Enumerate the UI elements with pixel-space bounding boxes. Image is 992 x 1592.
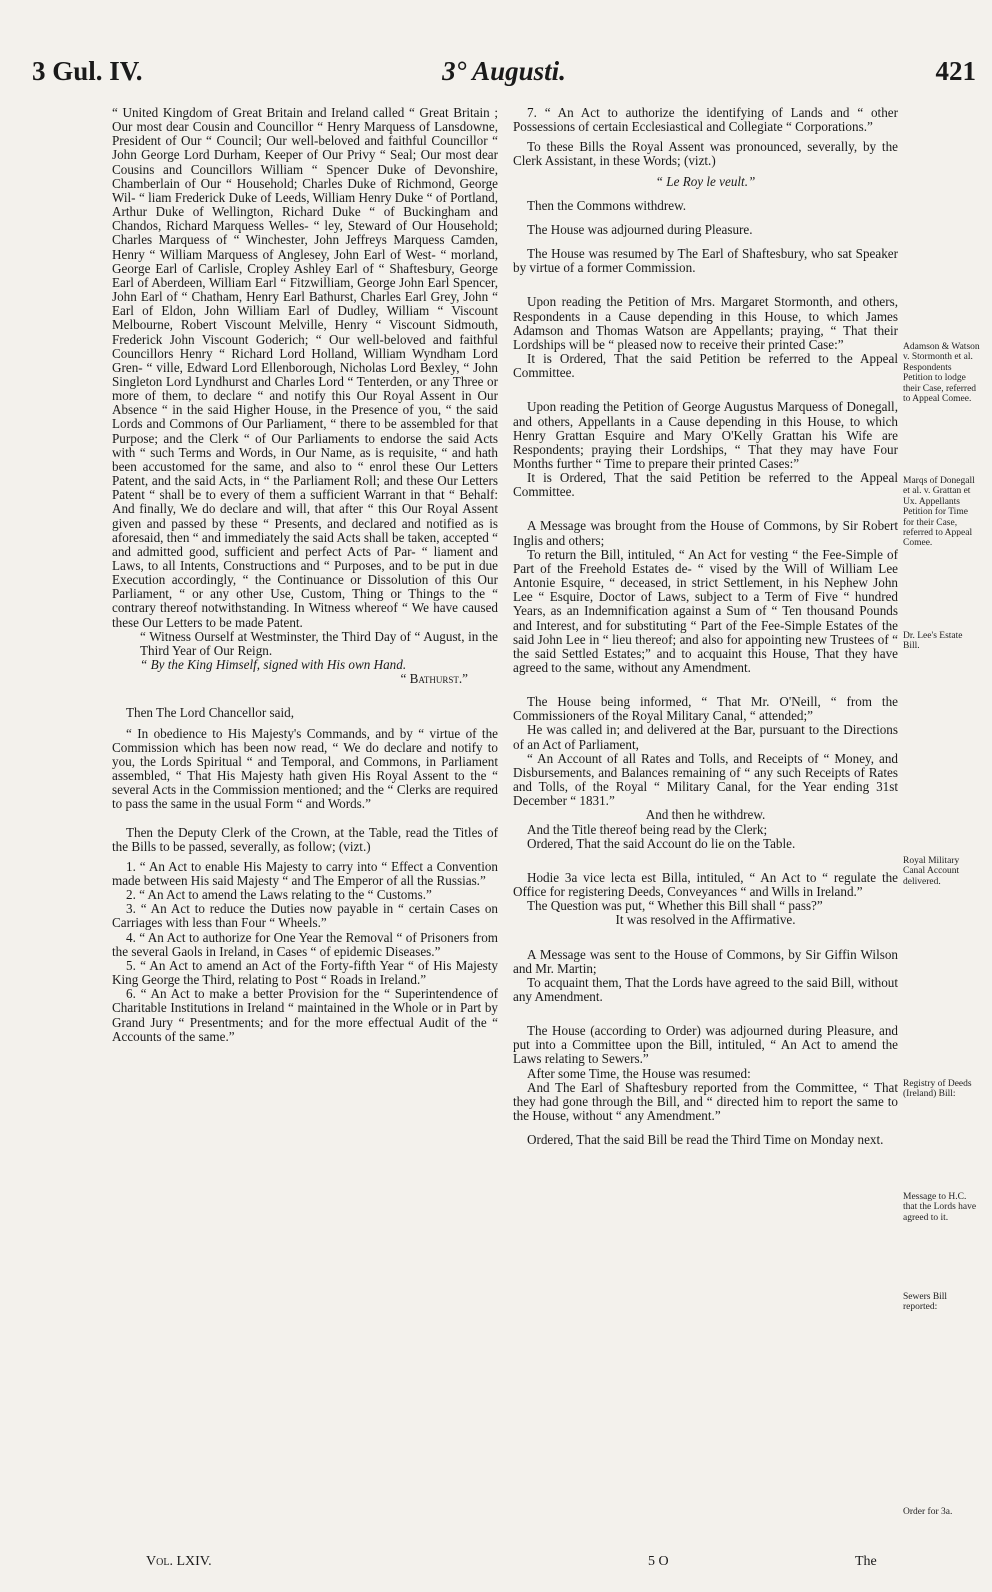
- registry-bill: Hodie 3a vice lecta est Billa, intituled, “ An Act to “ regulate the Office for registering Deeds, Conveyances “ and Wills in Ireland.”: [513, 869, 898, 900]
- margin-note-registry: Registry of Deeds (Ireland) Bill:: [903, 1079, 972, 1100]
- chancellor-speech: “ In obedience to His Majesty's Commands, and by “ virtue of the Commission which has been now read, “ We do declare and notify to you, the Lords Spiritual “ and Temporal, and Commons, in Parliament assembled, “ That His Majesty hath given His Royal Assent to the “ several Acts in the Commission mentioned; and the “ Clerks are required to pass the same in the usual Form “ and Words.”: [112, 725, 498, 812]
- message-sent: A Message was sent to the House of Commons, by Sir Giffin Wilson and Mr. Martin;: [513, 946, 898, 976]
- acquaint-commons: To acquaint them, That the Lords have agreed to the said Bill, without any Amendment.: [513, 974, 898, 1004]
- oneill-informed: The House being informed, “ That Mr. O'Neill, “ from the Commissioners of the Royal Military Canal, “ attended;”: [513, 694, 898, 724]
- bill-1: 1. “ An Act to enable His Majesty to carry into “ Effect a Convention made between His said Majesty “ and The Emperor of all the Russias.”: [112, 858, 498, 888]
- margin-note-donegall: Marqs of Donegall et al. v. Grattan et Ux. Appellants Petition for Time for their Case, referred to Appeal Comee.: [903, 476, 975, 549]
- bill-7: 7. “ An Act to authorize the identifying of Lands and “ other Possessions of certain Ecclesiastical and Collegiate “ Corporations.”: [513, 105, 898, 135]
- bill-6: 6. “ An Act to make a better Provision for the “ Superintendence of Charitable Institutions in Ireland “ maintained in the Whole or in Part by Grand Jury “ Presentments; and for the more effectual Audit of the “ Accounts of the same.”: [112, 986, 498, 1044]
- after-some-time: After some Time, the House was resumed:: [527, 1065, 751, 1081]
- page-number: 421: [935, 56, 976, 86]
- left-column: [112, 106, 498, 1044]
- signature-mark: 5 O: [648, 1554, 669, 1569]
- canal-account: “ An Account of all Rates and Tolls, and Receipts of “ Money, and Disbursements, and Balances remaining of “ any such Receipts of Rates and Tolls, of the Royal “ Military Canal, for the Year ending 31st December “ 1831.”: [513, 750, 898, 809]
- witness-line: “ Witness Ourself at Westminster, the Third Day of “ August, in the Third Year of Our Reign.: [140, 628, 498, 658]
- page-header: [32, 56, 976, 96]
- title-read: And the Title thereof being read by the Clerk;: [527, 821, 768, 837]
- right-column: [513, 106, 898, 1147]
- bill-4: 4. “ An Act to authorize for One Year the Removal “ of Prisoners from the several Gaols in Ireland, in Cases “ of epidemic Diseases.”: [112, 929, 498, 959]
- question-put: The Question was put, “ Whether this Bill shall “ pass?”: [527, 898, 823, 914]
- signed-line: “ By the King Himself, signed with His own Hand.: [140, 657, 407, 673]
- house-adjourned: The House was adjourned during Pleasure.: [527, 221, 753, 237]
- commission-paragraph: “ United Kingdom of Great Britain and Ireland called “ Great Britain ; Our most dear Cousin and Councillor “ Henry Marquess of Lansdowne, President of Our “ Council; Our well-beloved and faithful Councillor “ John George Lord Durham, Keeper of Our Privy “ Seal; Our most dear Cousins and Councillors William “ Spencer Duke of Devonshire, Chamberlain of Our “ Household; Charles Duke of Richmond, George Wil- “ liam Frederick Duke of Leeds, William Henry Duke “ of Portland, Arthur Duke of Wellington, Richard Duke “ of Buckingham and Chandos, Richard Marquess Welles- “ ley, Steward of Our Household; Charles Marquess of “ Winchester, John Jeffreys Marquess Camden, Henry “ William Marquess of Anglesey, John Earl of West- “ morland, George Earl of Carlisle, Cropley Ashley Earl of “ Shaftesbury, George Earl of Aberdeen, William Earl “ Fitzwilliam, George John Earl Spencer, John Earl of “ Chatham, Henry Earl Bathurst, Charles Earl Grey, John “ Earl of Eldon, John William Earl of Dudley, William “ Viscount Melbourne, Robert Viscount Melville, Henry “ Viscount Sidmouth, Frederick John Viscount Goderich; “ Our well-beloved and faithful Councillors Henry “ Richard Lord Holland, William Wyndham Lord Gren- “ ville, Edward Lord Ellenborough, Nicholas Lord Bexley, “ John Singleton Lord Lyndhurst and Charles Lord “ Tenterden, or any Three or more of them, to declare “ and notify this Our Royal Assent in Our Absence “ in the said Higher House, in the Presence of you, “ the said Lords and Commons of Our Parliament, “ there to be assembled for that Purpose; and the Clerk “ of Our Parliaments to endorse the said Acts with “ such Terms and Words, in Our Name, as is requisite, “ and hath been accustomed for the same, and also to “ enrol these Our Letters Patent, and the said Acts, in “ the Parliament Roll; and these Our Letters Patent “ shall be to every of them a sufficient Warrant in that “ Behalf: And finally, We do declare and will, that after “ this Our Royal Assent given and passed by these “ Presents, and declared and notified as is aforesaid, then “ and immediately the said Acts shall be taken, accepted “ and admitted good, sufficient and perfect Acts of Par- “ liament and Laws, to all Intents, Constructions and “ Purposes, and to be put in due Execution accordingly, “ the Continuance or Dissolution of this Our Parliament, “ or any other Use, Custom, Thing or Things to the “ contrary thereof notwithstanding. In Witness whereof “ We have caused these Our Letters to be made Patent.: [112, 105, 498, 630]
- assent-words: “ Le Roy le veult.”: [655, 173, 756, 189]
- margin-note-lee-estate: Dr. Lee's Estate Bill.: [903, 631, 963, 652]
- third-time-order: Ordered, That the said Bill be read the Third Time on Monday next.: [527, 1132, 884, 1148]
- margin-note-message: Message to H.C. that the Lords have agreed to it.: [903, 1192, 977, 1223]
- margin-note-canal: Royal Military Canal Account delivered.: [903, 856, 960, 887]
- catchword: The: [855, 1554, 877, 1569]
- margin-note-adamson: Adamson & Watson v. Stormonth et al. Respondents Petition to lodge their Case, referred to Appeal Comee.: [903, 342, 980, 405]
- bill-5: 5. “ An Act to amend an Act of the Forty-fifth Year “ of His Majesty King George the Third, relating to Post “ Roads in Ireland.”: [112, 957, 498, 988]
- sewers-committee: The House (according to Order) was adjourned during Pleasure, and put into a Committee upon the Bill, intituled, “ An Act to amend the Laws relating to Sewers.”: [513, 1023, 898, 1067]
- house-resumed: The House was resumed by The Earl of Shaftesbury, who sat Speaker by virtue of a former Commission.: [513, 246, 898, 276]
- oneill-withdrew: And then he withdrew.: [645, 807, 766, 823]
- donegall-order: It is Ordered, That the said Petition be referred to the Appeal Committee.: [513, 470, 898, 500]
- chancellor-intro: Then The Lord Chancellor said,: [126, 705, 294, 721]
- page-date: 3° Augusti.: [442, 56, 566, 86]
- regnal-year: 3 Gul. IV.: [32, 56, 143, 86]
- stormonth-order: It is Ordered, That the said Petition be referred to the Appeal Committee.: [513, 351, 898, 381]
- message-from-commons: A Message was brought from the House of Commons, by Sir Robert Inglis and others;: [513, 518, 898, 548]
- margin-note-third-reading: Order for 3a.: [903, 1507, 953, 1517]
- volume-number: Vol. LXIV.: [146, 1554, 212, 1569]
- bill-3: 3. “ An Act to reduce the Duties now payable in “ certain Cases on Carriages with less than Four “ Wheels.”: [112, 901, 498, 931]
- deputy-clerk: Then the Deputy Clerk of the Crown, at the Table, read the Titles of the Bills to be passed, severally, as follow; (vizt.): [112, 824, 498, 854]
- resolved-affirmative: It was resolved in the Affirmative.: [615, 912, 796, 928]
- assent-intro: To these Bills the Royal Assent was pronounced, severally, by the Clerk Assistant, in these Words; (vizt.): [513, 139, 898, 169]
- oneill-called-in: He was called in; and delivered at the Bar, pursuant to the Directions of an Act of Parliament,: [513, 722, 898, 752]
- bill-2: 2. “ An Act to amend the Laws relating to the “ Customs.”: [126, 887, 432, 903]
- account-order: Ordered, That the said Account do lie on the Table.: [527, 835, 796, 851]
- signature-bathurst: “ Bathurst.”: [400, 671, 468, 687]
- stormonth-petition: Upon reading the Petition of Mrs. Margaret Stormonth, and others, Respondents in a Cause depending in this House, to which James Adamson and Thomas Watson are Appellants; praying, “ That their Lordships will be “ pleased now to receive their printed Case:”: [513, 294, 898, 352]
- donegall-petition: Upon reading the Petition of George Augustus Marquess of Donegall, and others, Appellants in a Cause depending in this House, to which Henry Grattan Esquire and Mary O'Kelly Grattan his Wife are Respondents; praying their Lordships, “ That they may have Four Months further “ Time to prepare their printed Cases:”: [513, 399, 898, 471]
- lee-estate-bill: To return the Bill, intituled, “ An Act for vesting “ the Fee-Simple of Part of the Freehold Estates de- “ vised by the Will of William Lee Antonie Esquire, “ deceased, in strict Settlement, in his Nephew John Lee “ Esquire, Doctor of Laws, subject to a Term of Five “ hundred Years, as an Indemnification against a Sum of “ Ten thousand Pounds and Interest, and for substituting “ Part of the Fee-Simple Estates of the said John Lee in “ lieu thereof; and also for appointing new Trustees of “ the said Settled Estates;” and to acquaint this House, That they have agreed to the same, without any Amendment.: [513, 546, 898, 675]
- commons-withdrew: Then the Commons withdrew.: [527, 197, 687, 213]
- margin-note-sewers: Sewers Bill reported:: [903, 1292, 948, 1313]
- shaftesbury-report: And The Earl of Shaftesbury reported from the Committee, “ That they had gone through the Bill, and “ directed him to report the same to the House, without “ any Amendment.”: [513, 1079, 898, 1124]
